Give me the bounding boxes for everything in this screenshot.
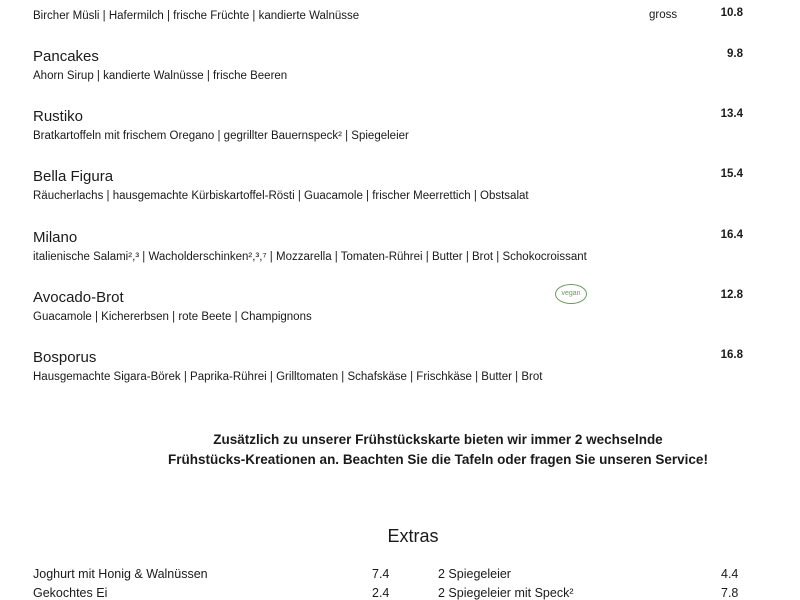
info-note-line: Frühstücks-Kreationen an. Beachten Sie die Tafeln oder fragen Sie unseren Service! bbox=[168, 452, 708, 467]
item-price: 9.8 bbox=[727, 48, 743, 60]
item-price: 13.4 bbox=[720, 108, 743, 120]
item-name: Rustiko bbox=[33, 108, 84, 125]
extra-item-name: 2 Spiegeleier mit Speck² bbox=[438, 586, 574, 600]
item-price: 16.4 bbox=[720, 229, 743, 241]
item-name: Pancakes bbox=[33, 48, 99, 65]
item-name bbox=[33, 0, 743, 6]
extra-item-price: 4.4 bbox=[721, 567, 739, 581]
item-price: 12.8 bbox=[720, 289, 743, 301]
item-description: italienische Salami²,³ | Wacholderschinken²,³,⁷ | Mozzarella | Tomaten-Rührei | Butter | Brot | Schokocroissant bbox=[33, 251, 587, 263]
vegan-badge-icon: vegan bbox=[555, 284, 587, 304]
menu-item-bella-figura bbox=[33, 168, 743, 203]
extra-item-price: 7.8 bbox=[721, 586, 739, 600]
item-name: Milano bbox=[33, 229, 78, 246]
extra-item-price: 7.4 bbox=[372, 567, 390, 581]
info-note bbox=[0, 430, 800, 470]
menu-item-pancakes bbox=[33, 48, 743, 83]
menu-item-rustiko bbox=[33, 108, 743, 143]
menu-item-milano bbox=[33, 229, 743, 264]
menu-item-muesli bbox=[33, 0, 743, 23]
item-description: Bratkartoffeln mit frischem Oregano | gegrillter Bauernspeck² | Spiegeleier bbox=[33, 130, 409, 142]
item-description: Guacamole | Kichererbsen | rote Beete | Champignons bbox=[33, 311, 312, 323]
extra-item-name: Joghurt mit Honig & Walnüssen bbox=[33, 567, 208, 581]
item-size: gross bbox=[649, 9, 678, 21]
item-price: 10.8 bbox=[720, 7, 743, 19]
extra-item-name: 2 Spiegeleier bbox=[438, 567, 511, 581]
item-description: Räucherlachs | hausgemachte Kürbiskartoffel-Rösti | Guacamole | frischer Meerrettich | Obstsalat bbox=[33, 190, 529, 202]
item-name: Bosporus bbox=[33, 349, 97, 366]
item-price: 16.8 bbox=[720, 349, 743, 361]
menu-item-bosporus bbox=[33, 349, 743, 384]
extra-item-price: 2.4 bbox=[372, 586, 390, 600]
info-note-line: Zusätzlich zu unserer Frühstückskarte bieten wir immer 2 wechselnde bbox=[213, 432, 663, 447]
item-description: Bircher Müsli | Hafermilch | frische Früchte | kandierte Walnüsse bbox=[33, 10, 360, 22]
item-description: Hausgemachte Sigara-Börek | Paprika-Rührei | Grilltomaten | Schafskäse | Frischkäse | Butter | Brot bbox=[33, 371, 543, 383]
item-description: Ahorn Sirup | kandierte Walnüsse | frische Beeren bbox=[33, 70, 288, 82]
item-name: Avocado-Brot bbox=[33, 289, 124, 306]
item-name: Bella Figura bbox=[33, 168, 114, 185]
extra-item-name: Gekochtes Ei bbox=[33, 586, 108, 600]
extras-heading: Extras bbox=[387, 526, 439, 546]
item-price: 15.4 bbox=[720, 168, 743, 180]
menu-item-avocado-brot bbox=[33, 289, 743, 324]
